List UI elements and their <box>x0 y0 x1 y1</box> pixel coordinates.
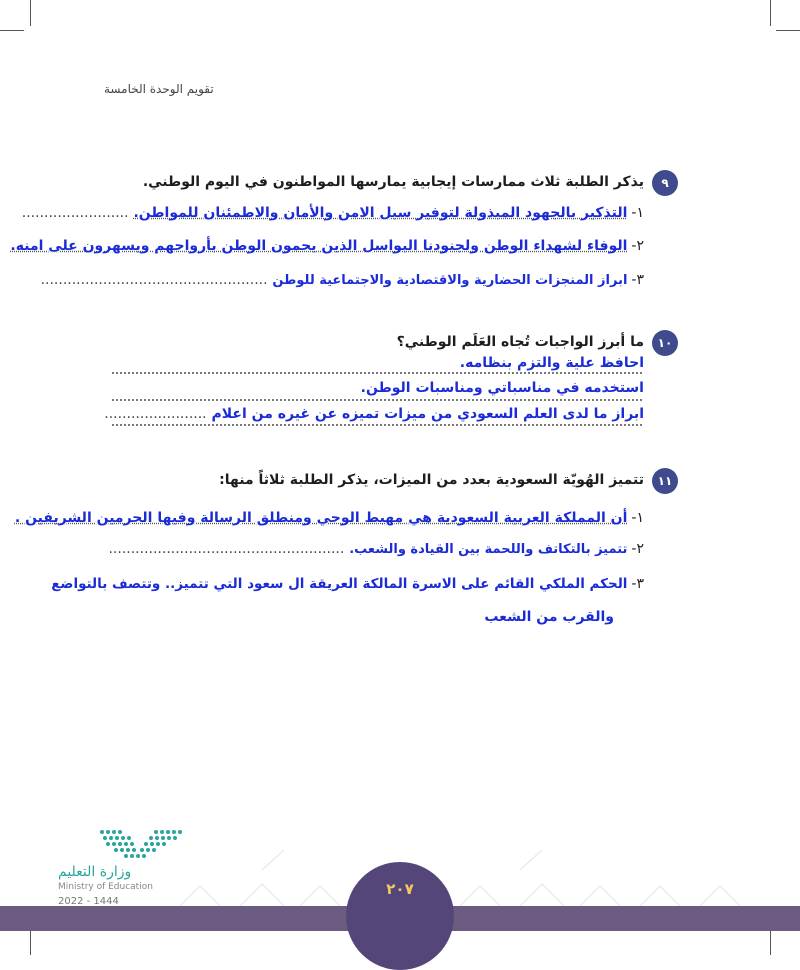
answer-text: تتميز بالتكاتف واللحمة بين القيادة والشعب. <box>349 542 628 557</box>
answer-text: احافظ علية والتزم بنظامه. <box>459 355 644 371</box>
answer-prefix: ٣- <box>631 272 644 288</box>
answer-prefix: ٣- <box>631 576 644 592</box>
question-text: ما أبرز الواجبات تُجاه العَلَم الوطني؟ <box>396 334 644 350</box>
ministry-logo-icon <box>96 826 186 860</box>
dot-leader: ........................ <box>21 205 129 221</box>
answer-text: ابراز ما لدى العلم السعودي من ميزات تميزه عن غيره من اعلام <box>211 406 644 422</box>
dot-leader: ................................................... <box>40 272 268 288</box>
crop-mark <box>770 930 771 955</box>
question-number-badge: ١٠ <box>652 330 678 356</box>
answer-text: استخدمه في مناسباتي ومناسبات الوطن. <box>360 380 644 396</box>
question-number-badge: ٩ <box>652 170 678 196</box>
unit-title: تقويم الوحدة الخامسة <box>104 82 214 96</box>
dot-leader: ..................................................... <box>108 541 345 557</box>
answer-text: ابراز المنجزات الحضارية والاقتصادية والاجتماعية للوطن <box>272 273 628 288</box>
answer-text: والقرب من الشعب <box>484 609 614 625</box>
answer-line <box>41 272 644 288</box>
answer-line <box>51 576 644 592</box>
answer-line <box>104 406 644 422</box>
page-number: ٢٠٧ <box>346 862 454 970</box>
question-number-badge: ١١ <box>652 468 678 494</box>
answer-text: أن المملكة العربية السعودية هي مهبط الوحي ومنطلق الرسالة وفيها الحرمين الشريفين . <box>14 510 628 526</box>
answer-line <box>15 510 644 526</box>
question-text: تتميز الهُويّة السعودية بعدد من الميزات، يذكر الطلبة ثلاثاً منها: <box>219 472 644 488</box>
answer-dotted-line <box>112 372 642 374</box>
answer-line <box>108 541 644 557</box>
answer-prefix: ١- <box>631 205 644 221</box>
crop-mark <box>30 930 31 955</box>
ministry-name-ar: وزارة التعليم <box>58 864 132 880</box>
dot-leader: ....................... <box>104 406 207 422</box>
answer-prefix: ٢- <box>631 238 644 254</box>
answer-dotted-line <box>112 399 642 401</box>
crop-mark <box>776 30 800 31</box>
answer-dotted-line <box>112 424 642 426</box>
crop-mark <box>30 0 31 26</box>
ministry-year: 2022 - 1444 <box>58 896 119 907</box>
question-text: يذكر الطلبة ثلاث ممارسات إيجابية يمارسها المواطنون في اليوم الوطني. <box>142 174 644 190</box>
answer-line <box>22 205 644 221</box>
answer-line <box>10 238 644 254</box>
answer-text: الحكم الملكي القائم على الاسرة المالكة العريقة ال سعود التي تتميز.. وتتصف بالتواضع <box>51 576 628 592</box>
answer-text: الوفاء لشهداء الوطن ولجنودنا البواسل الذين يحمون الوطن بأرواحهم ويسهرون على امنه. <box>10 238 628 254</box>
crop-mark <box>770 0 771 26</box>
answer-prefix: ٢- <box>631 541 644 557</box>
answer-text: التذكير بالجهود المبذولة لتوفير سبل الامن والأمان والاطمئنان للمواطن. <box>133 205 628 221</box>
answer-prefix: ١- <box>631 510 644 526</box>
crop-mark <box>0 30 24 31</box>
ministry-name-en: Ministry of Education <box>58 882 153 892</box>
